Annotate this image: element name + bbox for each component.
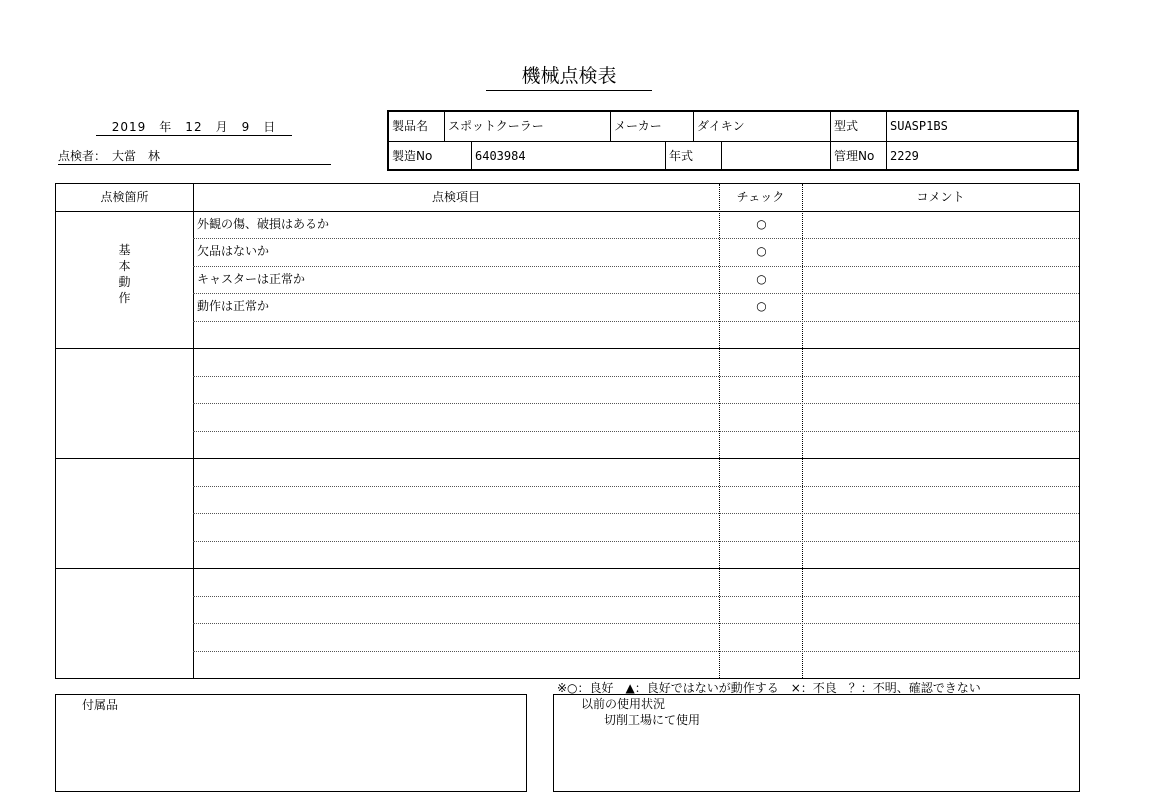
header-comment: コメント — [916, 190, 965, 204]
product-name-label: 製品名 — [392, 119, 429, 133]
usage-history-label: 以前の使用状況 — [581, 697, 666, 711]
check-mark: ○ — [756, 244, 767, 258]
inspection-date: 2019 年 12 月 9 日 — [96, 119, 292, 136]
year-value — [721, 142, 830, 171]
header-item: 点検項目 — [431, 190, 480, 204]
check-mark: ○ — [756, 217, 767, 231]
header-location: 点検箇所 — [100, 190, 149, 204]
inspection-item: 動作は正常か — [197, 299, 270, 313]
model-label: 型式 — [830, 112, 886, 141]
section-basic-operation-label: 基 本 動 作 — [118, 243, 131, 305]
check-legend: ※○：良好 ▲：良好ではないが動作する ×：不良 ？：不明、確認できない — [557, 681, 981, 695]
page-title: 機械点検表 — [486, 62, 652, 91]
inspection-item: 外観の傷、破損はあるか — [197, 217, 330, 231]
mgmt-value: 2229 — [886, 142, 1079, 171]
usage-history-text: 切削工場にて使用 — [604, 713, 701, 727]
maker-value: ダイキン — [693, 112, 830, 141]
year-label: 年式 — [665, 142, 721, 171]
model-value: SUASP1BS — [886, 112, 1079, 141]
mgmt-label: 管理No — [830, 142, 886, 171]
check-mark: ○ — [756, 299, 767, 313]
serial-label: 製造No — [392, 149, 433, 163]
inspection-item: 欠品はないか — [197, 244, 270, 258]
header-check: チェック — [736, 190, 785, 204]
check-mark: ○ — [756, 272, 767, 286]
product-name-value: スポットクーラー — [444, 112, 610, 141]
inspection-table — [55, 183, 1080, 679]
product-info-table — [387, 110, 1079, 171]
accessories-box — [55, 694, 527, 792]
accessories-label: 付属品 — [82, 698, 119, 712]
inspector-name: 点検者： 大當 林 — [58, 148, 331, 165]
usage-history-box — [553, 694, 1080, 792]
serial-value: 6403984 — [471, 142, 665, 171]
inspection-item: キャスターは正常か — [197, 272, 306, 286]
maker-label: メーカー — [610, 112, 693, 141]
